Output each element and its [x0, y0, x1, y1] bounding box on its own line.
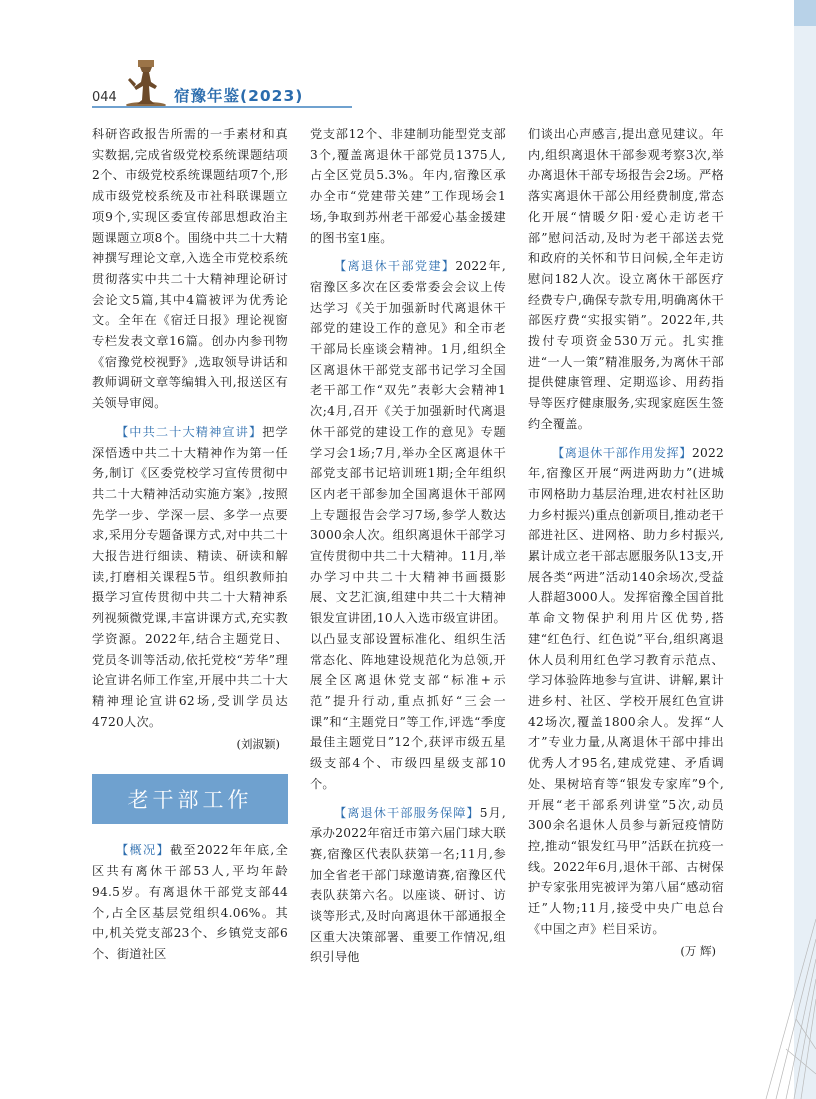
section-text: 2022年,宿豫区多次在区委常委会会议上传达学习《关于加强新时代离退休干部党的建设工作的意见》和全市老干部局长座谈会精神。1月,组织全区离退休干部党支部书记学习全国老干部工作“双先”表彰大会精神1次;4月,召开《关于加强新时代离退休干部党的建设工作的意见》专题学习会1场;7月,举办全区离退休干部党支部书记培训班1期;全年组织区内老干部参加全国离退休干部网上专题报告会学习7场,参学人数达3000余人次。组织离退休干部学习宣传贯彻中共二十大精神。11月,举办学习中共二十大精神书画摄影展、文艺汇演,组建中共二十大精神银发宣讲团,10人入选市级宣讲团。以凸显支部设置标准化、组织生活常态化、阵地建设规范化为总领,开展全区离退休党支部“标准+示范”提升行动,重点抓好“三会一课”和“主题党日”等工作,评选“季度最佳主题党日”12个,获评市级五星级支部4个、市级四星级支部10个。	[310, 259, 507, 791]
page-edge-band	[794, 0, 816, 26]
paragraph-continuation: 党支部12个、非建制功能型党支部3个,覆盖离退休干部党员1375人,占全区党员5.3%。年内,宿豫区承办全市“党建带关建”工作现场会1场,争取到苏州老干部爱心基金援建的图书室1座。	[310, 127, 506, 245]
section-paragraph	[310, 803, 506, 969]
section-keyword: 【离退休干部服务保障】	[334, 805, 480, 820]
section-banner: 老干部工作	[92, 774, 288, 824]
section-paragraph	[92, 840, 288, 964]
column-2	[310, 124, 506, 968]
section-keyword: 【中共二十大精神宣讲】	[116, 424, 263, 439]
section-text: 把学深悟透中共二十大精神作为第一任务,制订《区委党校学习宣传贯彻中共二十大精神活动实施方案》,按照先学一步、学深一层、多学一点要求,采用分专题备课方式,对中共二十大报告进行细读、精读、研读和解读,打磨相关课程5节。组织教师拍摄学习宣传贯彻中共二十大精神系列视频微党课,丰富讲课方式,充实教学资源。2022年,结合主题党日、党员冬训等活动,依托党校“芳华”理论宣讲名师工作室,开展中共二十大精神理论宣讲62场,受训学员达4720人次。	[92, 424, 288, 729]
paragraph-continuation: 科研咨政报告所需的一手素材和真实数据,完成省级党校系统课题结项2个、市级党校系统课题结项7个,形成市级党校系统及市社科联课题立项9个,实现区委宣传部思想政治主题课题立项8个。围绕中共二十大精神撰写理论文章,入选全市党校系统贯彻落实中共二十大精神理论研讨会论文5篇,其中4篇被评为优秀论文。全年在《宿迁日报》理论视窗专栏发表文章16篇。创办内参刊物《宿豫党校视野》,选取领导讲话和教师调研文章等编辑入刊,报送区有关领导审阅。	[92, 127, 288, 411]
column-1	[92, 124, 288, 965]
section-keyword: 【离退休干部党建】	[334, 259, 456, 274]
section-paragraph	[528, 443, 724, 940]
book-title: 宿豫年鉴(2023)	[174, 87, 304, 105]
section-keyword: 【概况】	[116, 843, 170, 858]
section-text: 2022年,宿豫区开展“两进两助力”(进城市网格助力基层治理,进农村社区助力乡村振兴)重点创新项目,推动老干部进社区、进网格、助力乡村振兴,累计成立老干部志愿服务队13支,开展各类“两进”活动140余场次,受益人群超3000人。发挥宿豫全国首批革命文物保护利用片区优势,搭建“红色行、红色说”平台,组织离退休人员利用红色学习教育示范点、学习体验阵地参与宣讲、讲解,累计进乡村、社区、学校开展红色宣讲42场次,覆盖1800余人。发挥“人才”专业力量,从离退休干部中排出优秀人才95名,建成党建、矛盾调处、果树培育等“银发专家库”9个,开展“老干部系列讲堂”5次,动员300余名退休人员参与新冠疫情防控,推动“银发红马甲”活跃在抗疫一线。2022年6月,退休干部、古树保护专家张用宪被评为第八届“感动宿迁”人物;11月,接受中央广电总台《中国之声》栏目采访。	[528, 445, 724, 936]
section-paragraph	[92, 422, 288, 733]
header-rule	[92, 106, 352, 108]
section-text: 5月,承办2022年宿迁市第六届门球大联赛,宿豫区代表队获第一名;11月,参加全省老干部门球邀请赛,宿豫区代表队获第六名。以座谈、研讨、访谈等形式,及时向离退休干部通报全区重大决策部署、重要工作情况,组织引导他	[310, 805, 506, 965]
page-number: 044	[92, 90, 117, 105]
author-credit: (万 辉)	[680, 944, 716, 959]
section-text: 截至2022年年底,全区共有离休干部53人,平均年龄94.5岁。有离退休干部党支部44个,占全区基层党组织4.06%。其中,机关党支部23个、乡镇党支部6个、街道社区	[92, 843, 289, 961]
sculpture-icon	[120, 56, 168, 108]
section-paragraph	[310, 256, 506, 794]
section-keyword: 【离退休干部作用发挥】	[552, 445, 692, 460]
author-credit: (刘淑颖)	[236, 737, 280, 752]
paragraph-continuation: 们谈出心声感言,提出意见建议。年内,组织离退休干部参观考察3次,举办离退休干部专场报告会2场。严格落实离退休干部公用经费制度,常态化开展“情暖夕阳·爱心走访老干部”慰问活动,及时为老干部送去党和政府的关怀和节日问候,全年走访慰问182人次。设立离休干部医疗经费专户,确保专款专用,明确离休干部医疗费“实报实销”。2022年,共拨付专项资金530万元。扎实推进“一人一策”精准服务,为离休干部提供健康管理、定期巡诊、用药指导等医疗健康服务,实现家庭医生签约全覆盖。	[528, 127, 724, 431]
decorative-lines	[756, 899, 816, 1099]
column-3	[528, 124, 724, 959]
page-header	[92, 56, 512, 106]
